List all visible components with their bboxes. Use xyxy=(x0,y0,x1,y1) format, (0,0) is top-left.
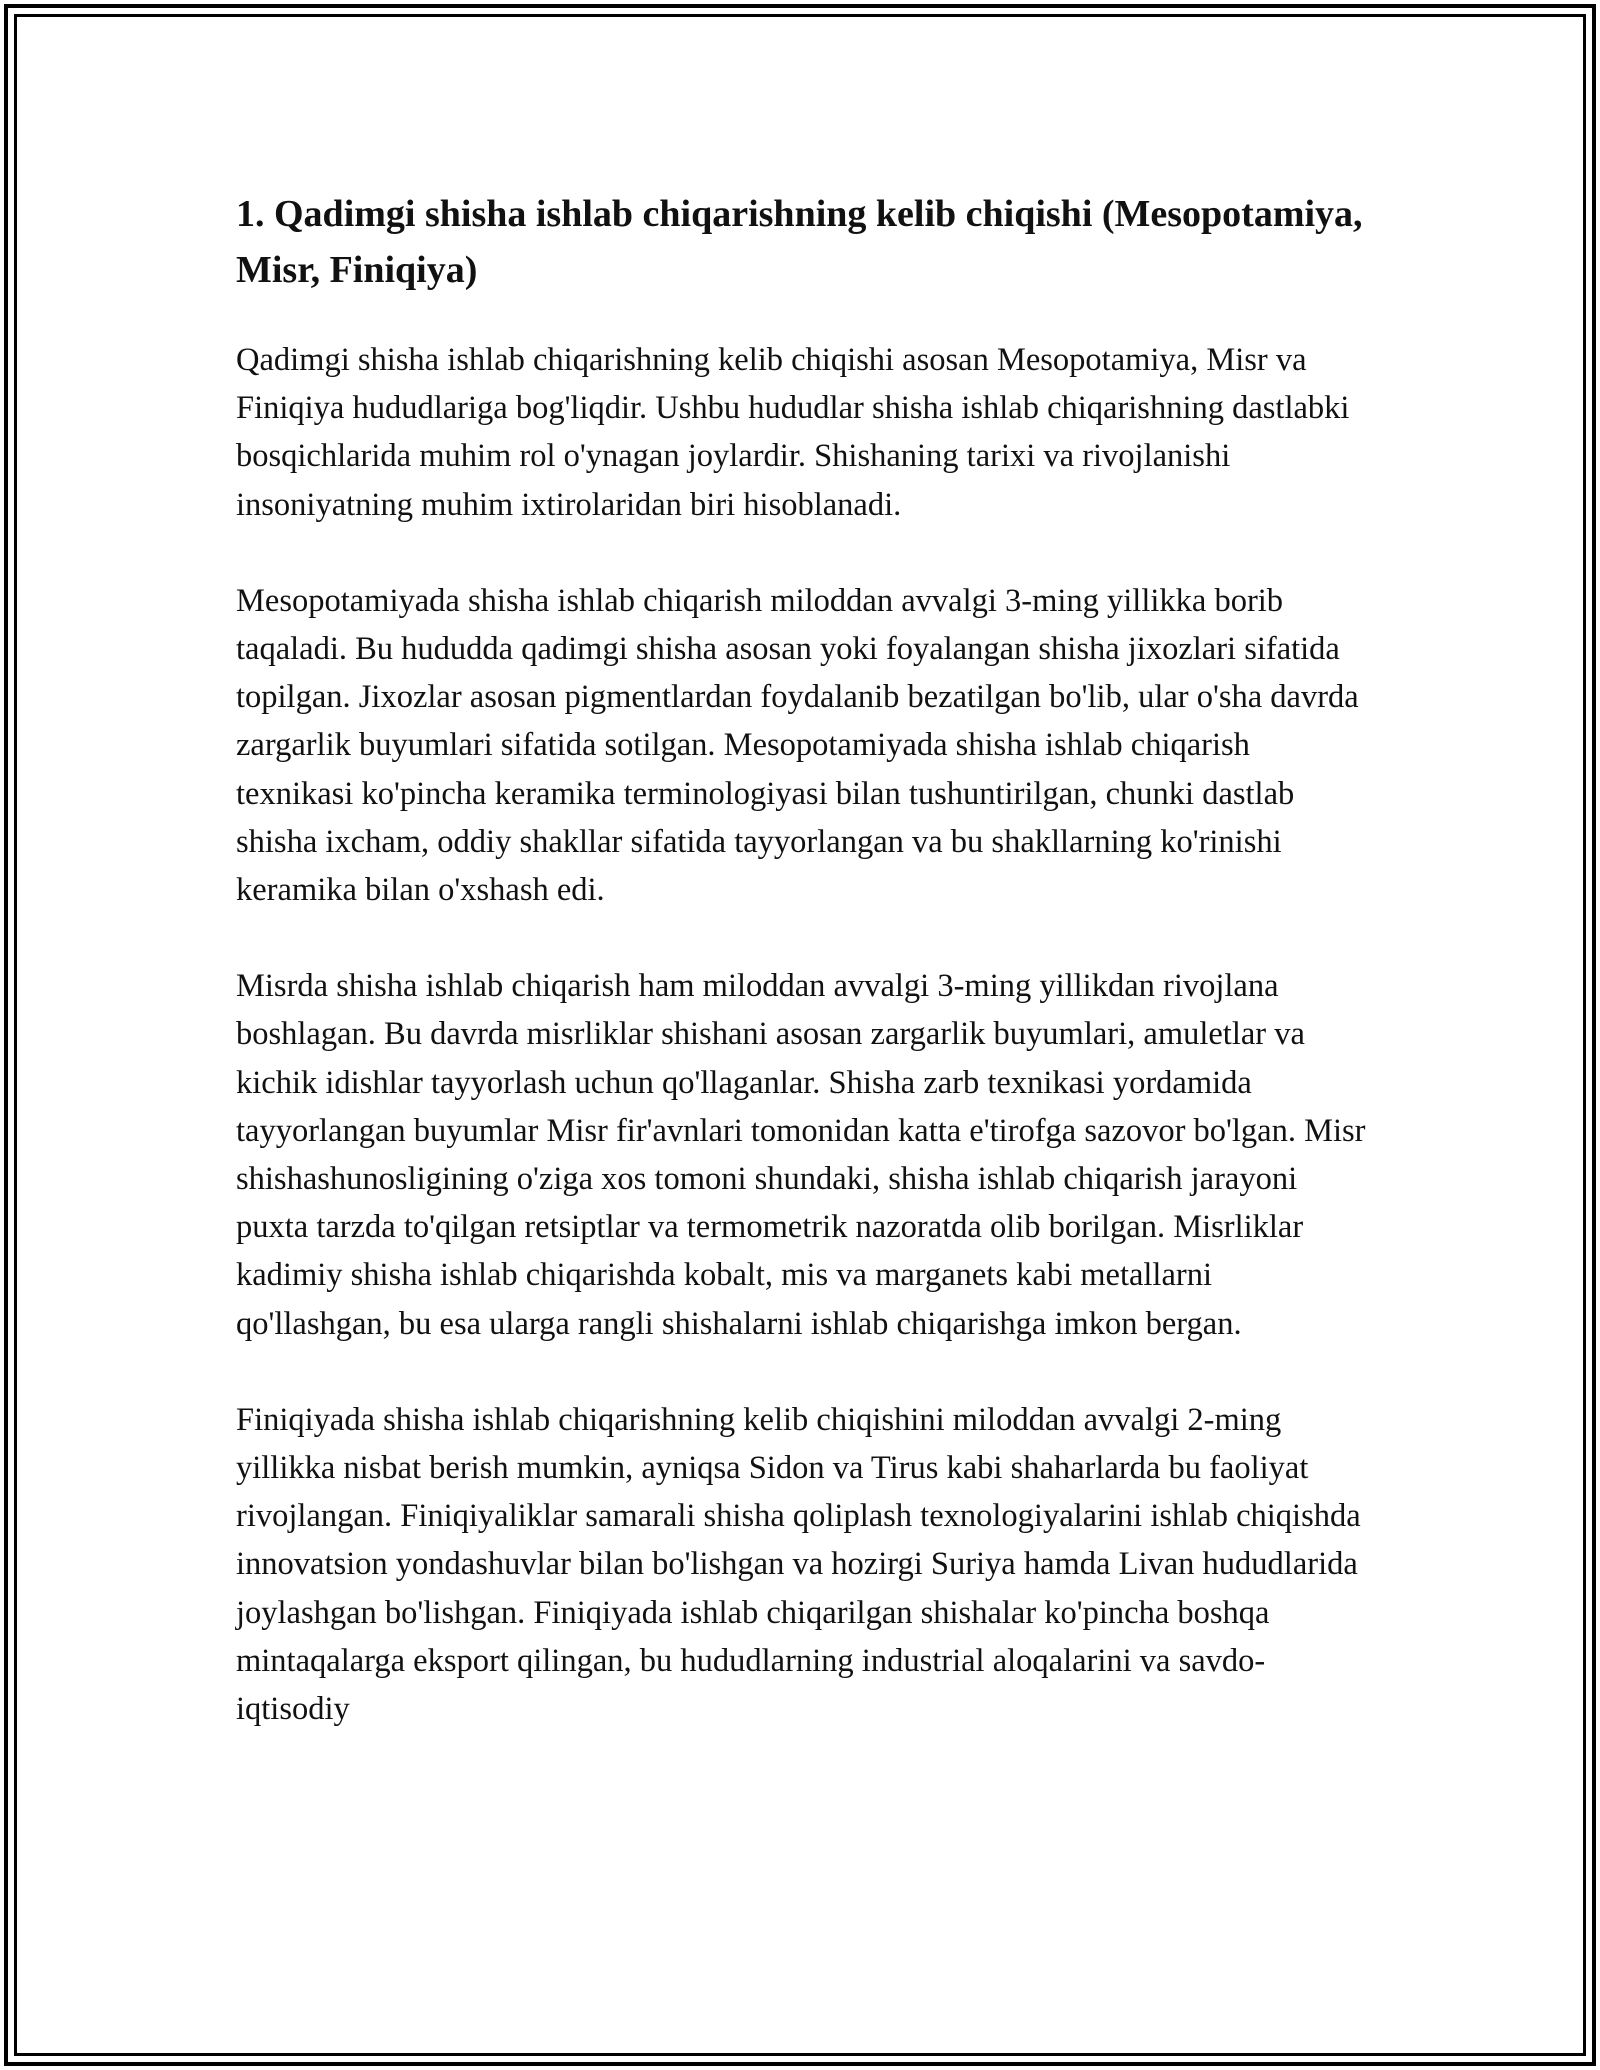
paragraph-phoenicia: Finiqiyada shisha ishlab chiqarishning kelib chiqishini miloddan avvalgi 2-ming yillikka nisbat berish mumkin, ayniqsa Sidon va Tirus kabi shaharlarda bu faoliyat rivojlangan. Finiqiyaliklar samarali shisha qoliplash texnologiyalarini ishlab chiqishda innovatsion yondashuvlar bilan bo'lishgan va hozirgi Suriya hamda Livan hududlarida joylashgan bo'lishgan. Finiqiyada ishlab chiqarilgan shishalar ko'pincha boshqa mintaqalarga eksport qilingan, bu hududlarning industrial aloqalarini va savdo-iqtisodiy xyxy=(236,1401,1361,1728)
document-body xyxy=(236,186,1366,1781)
section-heading: 1. Qadimgi shisha ishlab chiqarishning kelib chiqishi (Mesopotamiya, Misr, Finiqiya) xyxy=(236,193,1363,291)
paragraph-intro: Qadimgi shisha ishlab chiqarishning kelib chiqishi asosan Mesopotamiya, Misr va Finiqiya hududlariga bog'liqdir. Ushbu hududlar shisha ishlab chiqarishning dastlabki bosqichlarida muhim rol o'ynagan joylardir. Shishaning tarixi va rivojlanishi insoniyatning muhim ixtirolaridan biri hisoblanadi. xyxy=(236,342,1350,523)
paragraph-egypt: Misrda shisha ishlab chiqarish ham miloddan avvalgi 3-ming yillikdan rivojlana boshlagan. Bu davrda misrliklar shishani asosan zargarlik buyumlari, amuletlar va kichik idishlar tayyorlash uchun qo'llaganlar. Shisha zarb texnikasi yordamida tayyorlangan buyumlar Misr fir'avnlari tomonidan katta e'tirofga sazovor bo'lgan. Misr shishashunosligining o'ziga xos tomoni shundaki, shisha ishlab chiqarish jarayoni puxta tarzda to'qilgan retsiptlar va termometrik nazoratda olib borilgan. Misrliklar kadimiy shisha ishlab chiqarishda kobalt, mis va marganets kabi metallarni qo'llashgan, bu esa ularga rangli shishalarni ishlab chiqarishga imkon bergan. xyxy=(236,968,1366,1342)
paragraph-mesopotamia: Mesopotamiyada shisha ishlab chiqarish miloddan avvalgi 3-ming yillikka borib taqaladi. Bu hududda qadimgi shisha asosan yoki foyalangan shisha jixozlari sifatida topilgan. Jixozlar asosan pigmentlardan foydalanib bezatilgan bo'lib, ular o'sha davrda zargarlik buyumlari sifatida sotilgan. Mesopotamiyada shisha ishlab chiqarish texnikasi ko'pincha keramika terminologiyasi bilan tushuntirilgan, chunki dastlab shisha ixcham, oddiy shakllar sifatida tayyorlangan va bu shakllarning ko'rinishi keramika bilan o'xshash edi. xyxy=(236,582,1359,909)
